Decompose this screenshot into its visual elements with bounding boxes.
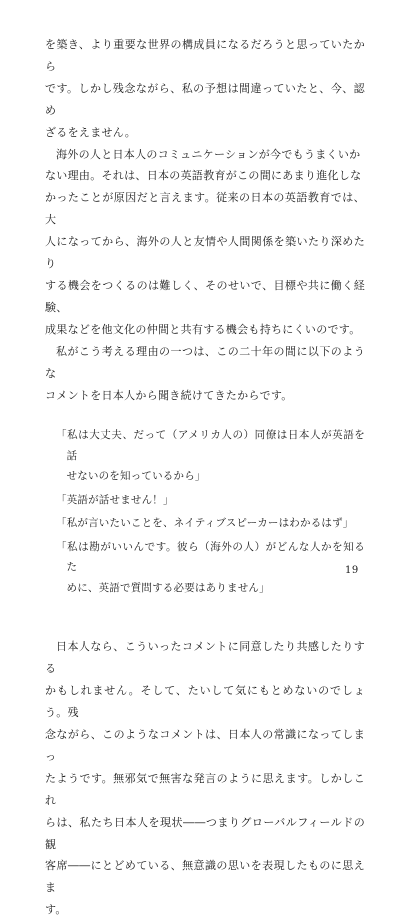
- document-page: [45, 34, 365, 921]
- quote-item: 「英語が話せません！」: [56, 493, 174, 506]
- body-paragraph: を築き、より重要な世界の構成員になるだろうと思っていたから です。しかし残念ながら、私の予想は間違っていたと、今、認め ざるをえません。: [45, 38, 365, 139]
- page-number: 19: [345, 565, 359, 576]
- quote-list: [56, 425, 365, 598]
- quote-item: 「私は勘がいいんです。彼ら（海外の人）がどんな人かを知るた めに、英語で質問する必要はありません」: [56, 540, 365, 594]
- quote-item: 「私が言いたいことを、ネイティブスピーカーはわかるはず」: [56, 517, 354, 530]
- section-spacer: [45, 601, 365, 636]
- body-paragraph: 私がこう考える理由の一つは、この二十年の間に以下のような コメントを日本人から聞き続けてきたからです。: [45, 344, 365, 402]
- quote-item: 「私は大丈夫、だって（アメリカ人の）同僚は日本人が英語を話 せないのを知っているから」: [56, 429, 365, 483]
- body-paragraph: 日本人なら、こういったコメントに同意したり共感したりする かもしれません。そして、たいして気にもとめないのでしょう。残 念ながら、このようなコメントは、日本人の常識になってしまっ たようです。無邪気で無害な発言のように思えます。しかしこれ らは、私たち日本人を現状――つまりグローバルフィールドの観 客席――にとどめている、無意識の思いを表現したものに思えま す。: [45, 640, 365, 917]
- body-paragraph: 海外の人と日本人のコミュニケーションが今でもうまくいか ない理由。それは、日本の英語教育がこの間にあまり進化しな かったことが原因だと言えます。従来の日本の英語教育では、大 人になってから、海外の人と友情や人間関係を築いたり深めたり する機会をつくるのは難しく、そのせいで、目標や共に働く経験、 成果などを他文化の仲間と共有する機会も持ちにくいのです。: [45, 147, 365, 336]
